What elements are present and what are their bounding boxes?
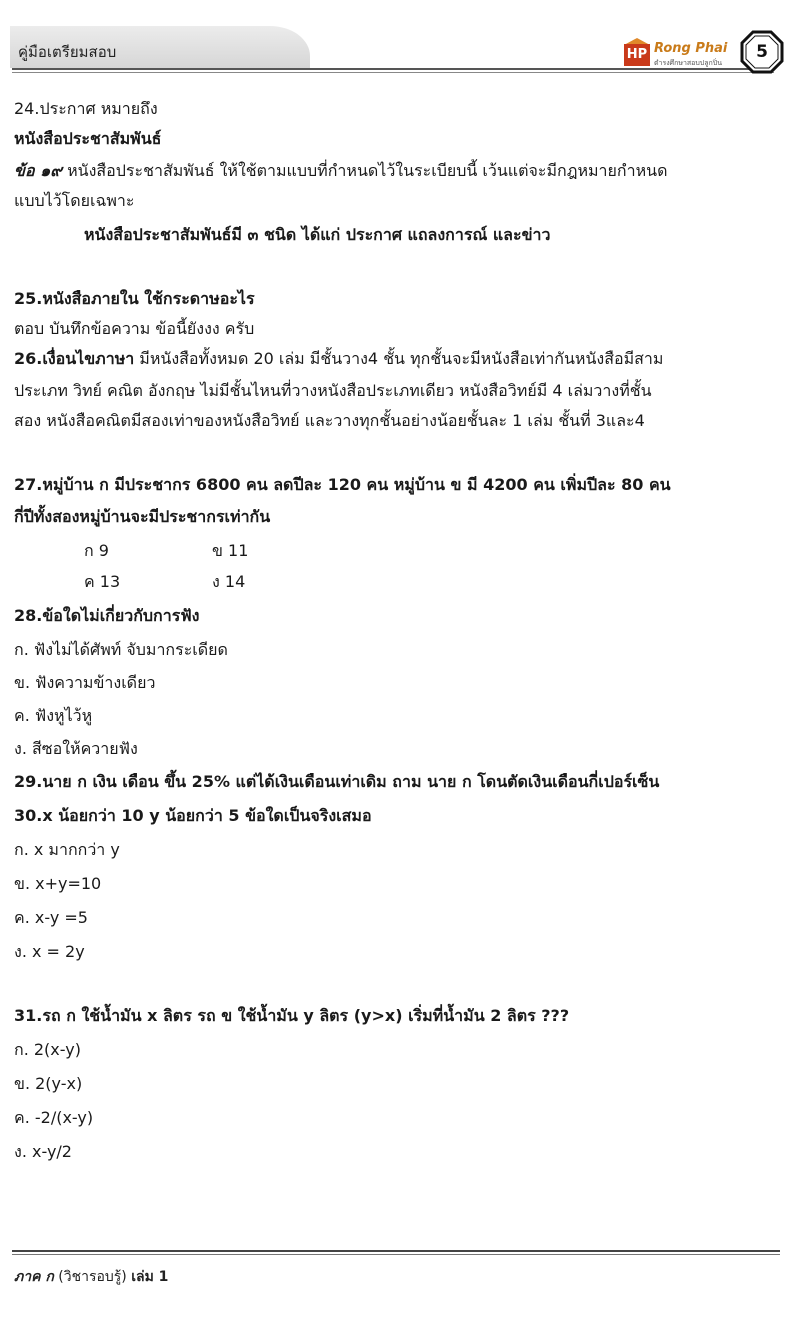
q24-clause-line-2: แบบไว้โดยเฉพาะ	[14, 191, 135, 210]
q25-answer: ตอบ บันทึกข้อความ ข้อนี้ยังงง ครับ	[14, 319, 255, 338]
page-number-badge	[740, 30, 784, 74]
q30-option-a: ก. x มากกว่า y	[14, 840, 120, 859]
page-footer	[14, 1266, 168, 1288]
q30-option-c: ค. x-y =5	[14, 908, 88, 927]
q28-option-a: ก. ฟังไม่ได้ศัพท์ จับมากระเดียด	[14, 640, 228, 659]
footer-divider-thin	[12, 1254, 780, 1255]
logo-mark: HP	[624, 44, 650, 66]
q26-text-1: มีหนังสือทั้งหมด 20 เล่ม มีชั้นวาง4 ชั้น ทุกชั้นจะมีหนังสือเท่ากันหนังสือมีสาม	[134, 349, 664, 368]
page-header	[0, 0, 800, 78]
q24-clause-text: หนังสือประชาสัมพันธ์ ให้ใช้ตามแบบที่กำหนดไว้ในระเบียบนี้ เว้นแต่จะมีกฎหมายกำหนด	[62, 161, 668, 180]
q30-option-d: ง. x = 2y	[14, 942, 85, 961]
q24-summary: หนังสือประชาสัมพันธ์มี ๓ ชนิด ได้แก่ ประกาศ แถลงการณ์ และข่าว	[84, 225, 551, 244]
q27-option-c: ค 13	[84, 572, 121, 591]
header-divider-thin	[12, 72, 774, 73]
q31-question: 31.รถ ก ใช้น้ำมัน x ลิตร รถ ข ใช้น้ำมัน y ลิตร (y>x) เริ่มที่น้ำมัน 2 ลิตร ???	[14, 1006, 570, 1025]
q27-option-d: ง 14	[212, 572, 246, 591]
q30-question: 30.x น้อยกว่า 10 y น้อยกว่า 5 ข้อใดเป็นจริงเสมอ	[14, 806, 372, 825]
footer-subject: (วิชารอบรู้)	[53, 1269, 132, 1285]
q26-line-3: สอง หนังสือคณิตมีสองเท่าของหนังสือวิทย์ และวางทุกชั้นอย่างน้อยชั้นละ 1 เล่ม ชั้นที่ 3และ4	[14, 411, 645, 430]
q27-line-2: กี่ปีทั้งสองหมู่บ้านจะมีประชากรเท่ากัน	[14, 507, 271, 526]
q29-question: 29.นาย ก เงิน เดือน ขึ้น 25% แต่ได้เงินเดือนเท่าเดิม ถาม นาย ก โดนตัดเงินเดือนกี่เปอร์เซ็น	[14, 772, 660, 791]
q24-clause-label: ข้อ ๑๙	[14, 161, 62, 180]
q31-option-c: ค. -2/(x-y)	[14, 1108, 94, 1127]
q25-question: 25.หนังสือภายใน ใช้กระดาษอะไร	[14, 289, 255, 308]
q31-option-d: ง. x-y/2	[14, 1142, 72, 1161]
q28-question: 28.ข้อใดไม่เกี่ยวกับการฟัง	[14, 606, 200, 625]
q28-option-d: ง. สีซอให้ควายฟัง	[14, 739, 138, 758]
footer-divider	[12, 1250, 780, 1252]
q26-line-1	[14, 346, 789, 378]
q30-option-b: ข. x+y=10	[14, 874, 102, 893]
header-title: คู่มือเตรียมสอบ	[18, 43, 117, 61]
q31-option-a: ก. 2(x-y)	[14, 1040, 81, 1059]
logo-name: Rong Phai	[654, 41, 728, 56]
q28-option-b: ข. ฟังความข้างเดียว	[14, 673, 156, 692]
q26-line-2: ประเภท วิทย์ คณิต อังกฤษ ไม่มีชั้นไหนที่วางหนังสือประเภทเดียว หนังสือวิทย์มี 4 เล่มวางที่ชั้น	[14, 381, 652, 400]
rong-phai-logo	[624, 38, 740, 70]
q27-line-1: 27.หมู่บ้าน ก มีประชากร 6800 คน ลดปีละ 120 คน หมู่บ้าน ข มี 4200 คน เพิ่มปีละ 80 คน	[14, 475, 671, 494]
logo-subtitle: ตำรงศึกษาสอบปลูกปิ่น	[654, 59, 723, 67]
page-content	[14, 96, 789, 1173]
footer-part: ภาค ก	[14, 1269, 54, 1285]
q24-heading: หนังสือประชาสัมพันธ์	[14, 129, 162, 148]
q27-option-b: ข 11	[212, 541, 249, 560]
q26-label: 26.เงื่อนไขภาษา	[14, 349, 135, 368]
q27-options-row-2	[14, 569, 789, 603]
q27-options-row-1	[14, 538, 789, 569]
page-number: 5	[756, 42, 768, 62]
q28-option-c: ค. ฟังหูไว้หู	[14, 706, 93, 725]
q24-question: 24.ประกาศ หมายถึง	[14, 99, 158, 118]
q27-option-a: ก 9	[84, 541, 109, 560]
footer-volume: เล่ม 1	[131, 1269, 169, 1285]
q31-option-b: ข. 2(y-x)	[14, 1074, 83, 1093]
q24-clause-line-1	[14, 158, 789, 188]
